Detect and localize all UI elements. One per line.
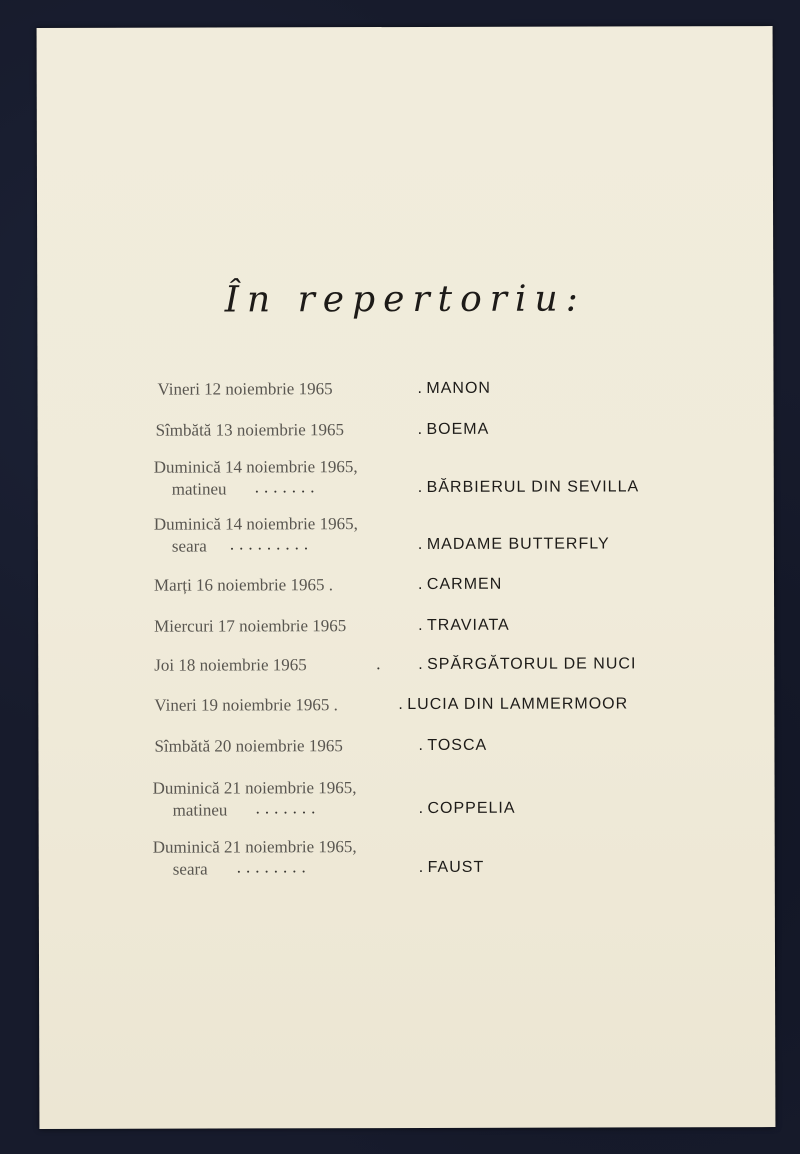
schedule-list (37, 26, 776, 1129)
schedule-show: . CARMEN (418, 576, 502, 594)
schedule-show: . TRAVIATA (418, 617, 510, 635)
schedule-show: . BĂRBIERUL DIN SEVILLA (418, 478, 639, 497)
schedule-note: seara (171, 536, 207, 556)
dot-leader: ....... (254, 477, 320, 497)
schedule-show: . TOSCA (418, 737, 487, 755)
schedule-show: . COPPELIA (419, 800, 516, 818)
dot-leader: ......... (229, 534, 314, 554)
schedule-date: Duminică 14 noiembrie 1965, (153, 514, 358, 534)
dot-leader: ....... (255, 798, 321, 818)
schedule-date: Vineri 19 noiembrie 1965 . (154, 695, 338, 715)
schedule-show: . MADAME BUTTERFLY (418, 535, 610, 554)
schedule-date: Vineri 12 noiembrie 1965 (157, 379, 333, 399)
schedule-date: Sîmbătă 20 noiembrie 1965 (154, 736, 343, 756)
page-title: În repertoriu: (224, 278, 586, 321)
schedule-note: matineu (171, 479, 227, 499)
schedule-date: Duminică 21 noiembrie 1965, (152, 837, 357, 857)
schedule-date: Joi 18 noiembrie 1965 (154, 655, 307, 675)
schedule-date: Duminică 21 noiembrie 1965, (152, 778, 357, 798)
schedule-show: . FAUST (419, 859, 485, 877)
dot-leader: . (376, 654, 386, 674)
schedule-note: seara (172, 859, 208, 879)
schedule-show: . LUCIA DIN LAMMERMOOR (398, 695, 628, 714)
schedule-show: . SPĂRGĂTORUL DE NUCI (418, 655, 636, 674)
schedule-date: Miercuri 17 noiembrie 1965 (154, 616, 347, 636)
schedule-show: . MANON (417, 380, 491, 398)
schedule-show: . BOEMA (418, 421, 490, 439)
schedule-date: Sîmbătă 13 noiembrie 1965 (155, 420, 345, 440)
schedule-note: matineu (172, 800, 228, 820)
dot-leader: ........ (236, 857, 311, 877)
program-sheet (37, 26, 776, 1129)
schedule-date: Marți 16 noiembrie 1965 . (153, 575, 333, 595)
schedule-date: Duminică 14 noiembrie 1965, (153, 457, 358, 477)
